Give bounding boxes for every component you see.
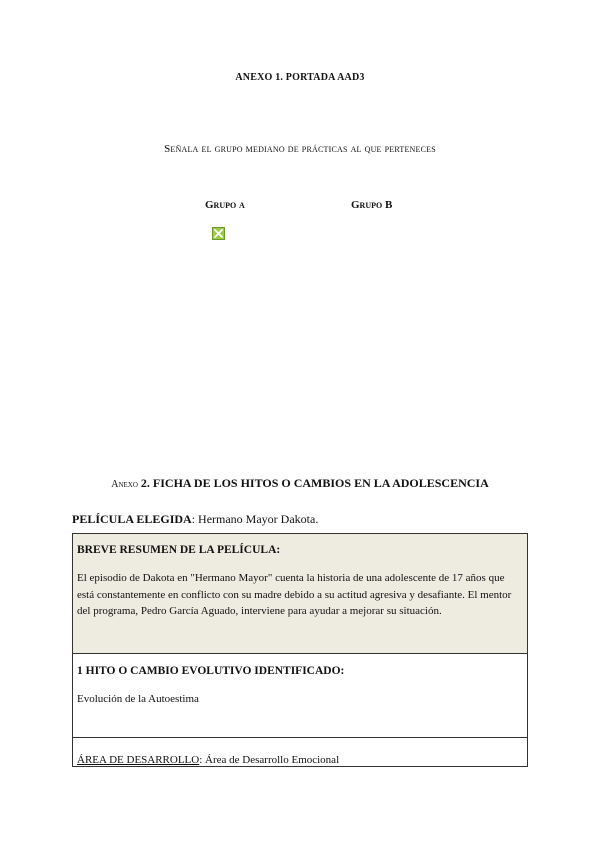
resumen-text: El episodio de Dakota en "Hermano Mayor" cuenta la historia de una adolescente de 17 años que está constantemente en conflicto con su madre debido a su actitud agresiva y desafiante. El mentor del programa, Pedro García Aguado, interviene para ayudar a mejorar su situación. xyxy=(77,572,512,617)
group-instruction: Señala el grupo mediano de prácticas al que perteneces xyxy=(164,143,436,155)
grupo-a-label: Grupo a xyxy=(205,199,245,211)
resumen-section xyxy=(73,534,527,654)
hito-title: 1 HITO O CAMBIO EVOLUTIVO IDENTIFICADO: xyxy=(77,665,345,677)
resumen-title: BREVE RESUMEN DE LA PELÍCULA: xyxy=(77,544,281,556)
hito-section xyxy=(73,654,527,738)
anexo2-title-rest: 2. FICHA DE LOS HITOS O CAMBIOS EN LA ADOLESCENCIA xyxy=(140,476,489,490)
pelicula-value: : Hermano Mayor Dakota. xyxy=(191,512,319,526)
pelicula-line xyxy=(72,512,318,527)
pelicula-label: PELÍCULA ELEGIDA xyxy=(72,512,192,526)
area-section xyxy=(73,738,527,766)
ficha-table xyxy=(72,533,528,767)
anexo2-title-prefix: Anexo xyxy=(111,479,138,490)
grupo-b-label: Grupo B xyxy=(351,199,393,211)
anexo1-title: ANEXO 1. PORTADA AAD3 xyxy=(235,72,365,83)
hito-text: Evolución de la Autoestima xyxy=(77,693,199,705)
checkbox-checked-icon[interactable] xyxy=(212,227,225,240)
area-value: : Área de Desarrollo Emocional xyxy=(199,754,340,766)
anexo2-title xyxy=(0,476,600,491)
area-label: ÁREA DE DESARROLLO xyxy=(77,754,200,766)
